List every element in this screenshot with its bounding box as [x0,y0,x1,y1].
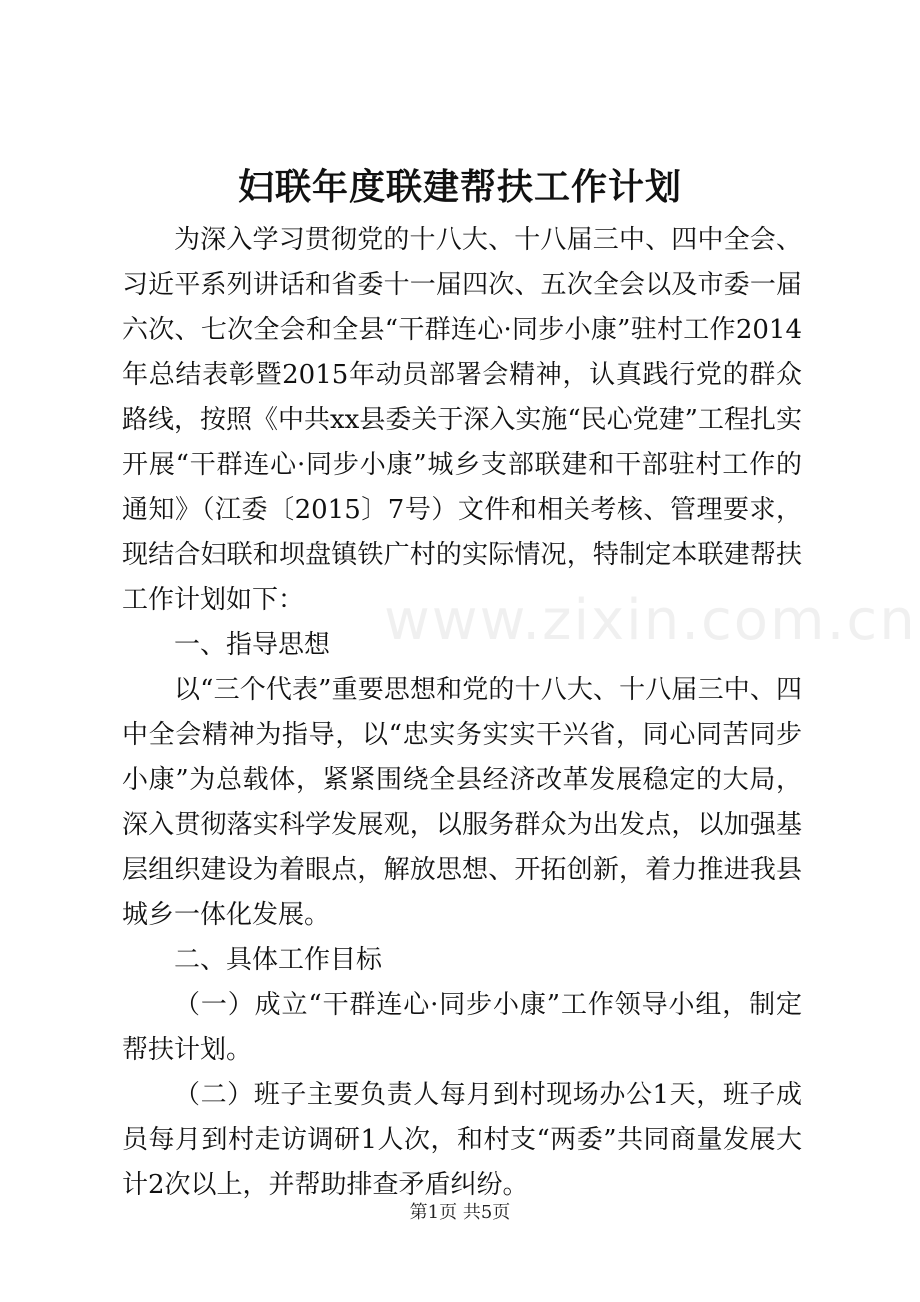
document-title: 妇联年度联建帮扶工作计划 [237,166,682,208]
intro-paragraph: 为深入学习贯彻党的十八大、十八届三中、四中全会、习近平系列讲话和省委十一届四次、五次全会以及市委一届六次、七次全会和全县“干群连心·同步小康”驻村工作2014年总结表彰暨2015年动员部署会精神，认真践行党的群众路线，按照《中共xx县委关于深入实施“民心党建”工程扎实开展“干群连心·同步小康”城乡支部联建和干部驻村工作的通知》（江委〔2015〕7号）文件和相关考核、管理要求，现结合妇联和坝盘镇铁广村的实际情况，特制定本联建帮扶工作计划如下： [122,225,802,615]
page-footer: 第1页 共5页 [409,1202,511,1223]
section-heading-guiding-ideology: 一、指导思想 [174,630,331,660]
watermark: www.zixin.com.cn [384,588,917,653]
document-body [122,218,802,1208]
goal-item-1: （一）成立“干群连心·同步小康”工作领导小组，制定帮扶计划。 [122,990,802,1065]
section-heading-work-goals: 二、具体工作目标 [174,945,383,975]
guiding-ideology-paragraph: 以“三个代表”重要思想和党的十八大、十八届三中、四中全会精神为指导，以“忠实务实实干兴省，同心同苦同步小康”为总载体，紧紧围绕全县经济改革发展稳定的大局，深入贯彻落实科学发展观，以服务群众为出发点，以加强基层组织建设为着眼点，解放思想、开拓创新，着力推进我县城乡一体化发展。 [122,675,802,930]
goal-item-2: （二）班子主要负责人每月到村现场办公1天，班子成员每月到村走访调研1人次，和村支“两委”共同商量发展大计2次以上，并帮助排查矛盾纠纷。 [122,1080,802,1200]
